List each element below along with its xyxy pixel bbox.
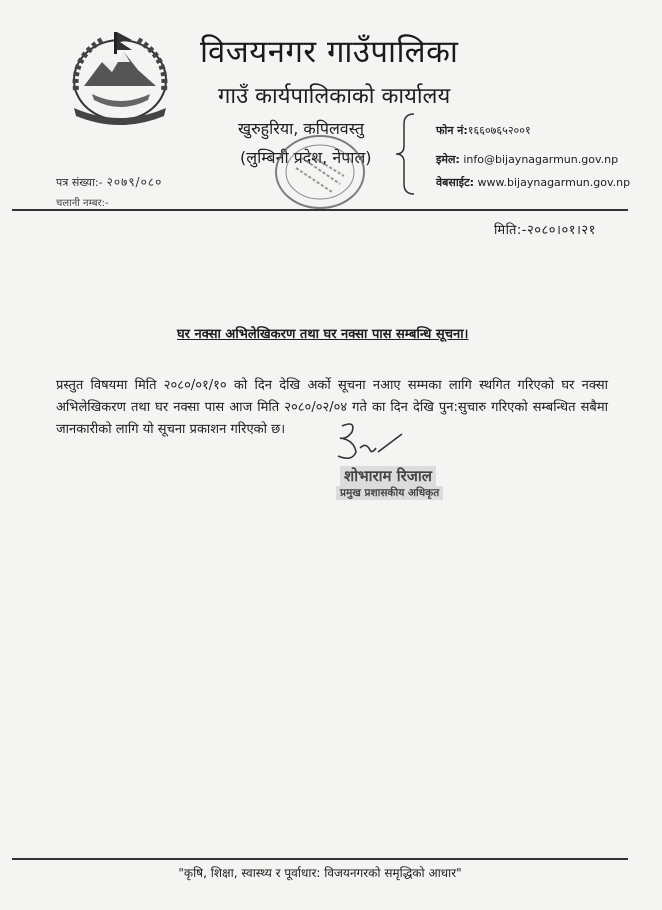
header-divider — [12, 209, 628, 211]
dispatch-number: चलानी नम्बर:- — [56, 198, 109, 209]
reference-number — [56, 173, 162, 190]
signatory-title: प्रमुख प्रशासकीय अधिकृत — [336, 486, 443, 500]
email-label: इमेल: — [436, 153, 460, 166]
footer-divider — [12, 858, 628, 860]
contact-website — [436, 175, 630, 190]
reference-value: २०७९/०८० — [106, 175, 163, 189]
nepal-emblem-icon — [62, 28, 180, 128]
signatory-name: शोभाराम रिजाल — [340, 466, 436, 486]
office-stamp-icon — [262, 128, 382, 212]
letter-date: मिति:-२०८०।०१।२१ — [494, 223, 596, 238]
website-value: www.bijaynagarmun.gov.np — [477, 176, 631, 189]
letter-subject: घर नक्सा अभिलेखिकरण तथा घर नक्सा पास सम्बन्धि सूचना। — [177, 327, 469, 342]
phone-label: फोन नं: — [436, 124, 468, 137]
office-province: (लुम्बिनी प्रदेश, नेपाल) — [240, 148, 372, 167]
handwritten-signature-icon — [326, 418, 410, 466]
organization-name: विजयनगर गाउँपालिका — [200, 34, 459, 70]
office-address: खुरुहुरिया, कपिलवस्तु — [238, 119, 365, 138]
footer-motto: "कृषि, शिक्षा, स्वास्थ्य र पूर्वाधार: विजयनगरको समृद्धिको आधार" — [178, 866, 462, 880]
contact-brace-icon — [394, 112, 418, 196]
website-label: वेबसाईट: — [436, 176, 475, 189]
letter-body: प्रस्तुत विषयमा मिति २०८०/०१/१० को दिन देखि अर्को सूचना नआए सम्मका लागि स्थगित गरिएको घर नक्सा अभिलेखिकरण तथा घर नक्सा पास आज मिति २०८०/०२/०४ गते का दिन देखि पुन:सुचारु गरिएको सम्बन्धित सबैमा जानकारीको लागि यो सूचना प्रकाशन गरिएको छ। — [56, 378, 608, 437]
reference-label: पत्र संख्या:- — [56, 176, 103, 189]
email-value: info@bijaynagarmun.gov.np — [463, 153, 619, 166]
office-name: गाउँ कार्यपालिकाको कार्यालय — [218, 84, 451, 109]
contact-phone — [436, 123, 531, 138]
contact-email — [436, 152, 618, 167]
phone-value: १६६०७६५२००१ — [467, 124, 531, 137]
